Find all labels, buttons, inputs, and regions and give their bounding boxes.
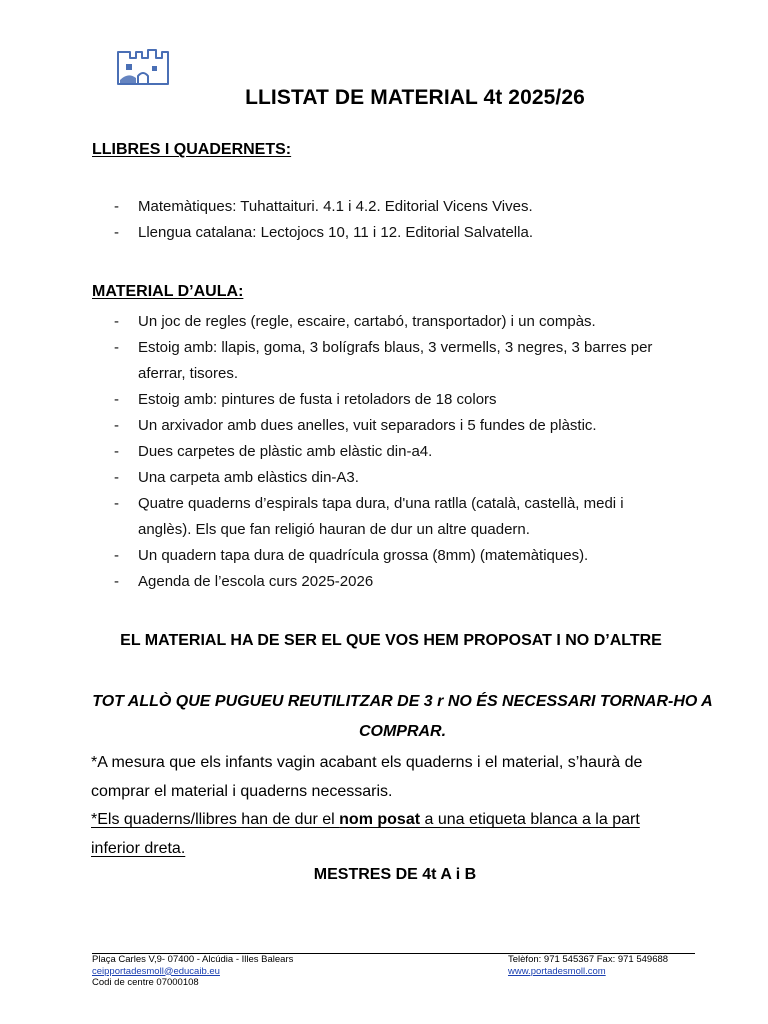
list-item: - Una carpeta amb elàstics din-A3. [114,469,359,486]
footer-center-code: Codi de centre 07000108 [92,977,199,988]
notice-reuse: TOT ALLÒ QUE PUGUEU REUTILITZAR DE 3 r NO ÉS NECESSARI TORNAR-HO A COMPRAR. [92,693,713,740]
footer-right [508,954,668,977]
note-replace-material: *A mesura que els infants vagin acabant els quaderns i el material, s’haurà de comprar el material i quaderns necessaris. [91,754,643,800]
list-item: - Matemàtiques: Tuhattaituri. 4.1 i 4.2. Editorial Vicens Vives. [114,198,533,215]
castle-logo-icon [112,44,172,90]
list-item: - Un arxivador amb dues anelles, vuit separadors i 5 fundes de plàstic. [114,417,597,434]
list-item: - Agenda de l’escola curs 2025-2026 [114,573,374,590]
books-list [0,194,678,246]
footer-phone: Telèfon: 971 545367 Fax: 971 549688 [508,954,669,965]
footer-left [92,954,293,989]
notice-own-material: EL MATERIAL HA DE SER EL QUE VOS HEM PROPOSAT I NO D’ALTRE [120,632,662,649]
footer-website-link[interactable]: www.portadesmoll.com [508,965,606,977]
list-item: - Estoig amb: pintures de fusta i retoladors de 18 colors [114,391,497,408]
list-item: - Quatre quaderns d’espirals tapa dura, d'una ratlla (català, castellà, medi i anglès). Els que fan religió hauran de dur un altre quadern. [114,495,624,538]
classroom-heading: MATERIAL D’AULA: [92,283,244,300]
signature-teachers: MESTRES DE 4t A i B [313,866,477,883]
list-item: - Un quadern tapa dura de quadrícula grossa (8mm) (matemàtiques). [114,547,589,564]
list-item: - Dues carpetes de plàstic amb elàstic din-a4. [114,443,433,460]
page-title: LLISTAT DE MATERIAL 4t 2025/26 [245,86,585,109]
footer-email-link[interactable]: ceipportadesmoll@educaib.eu [92,965,220,977]
list-item: - Estoig amb: llapis, goma, 3 bolígrafs blaus, 3 vermells, 3 negres, 3 barres per aferrar, tisores. [114,339,653,382]
footer-address: Plaça Carles V,9- 07400 - Alcúdia - Illes Balears [92,954,294,965]
list-item: - Llengua catalana: Lectojocs 10, 11 i 12. Editorial Salvatella. [114,224,533,241]
books-heading: LLIBRES I QUADERNETS: [92,141,292,158]
note-labels: *Els quaderns/llibres han de dur el nom posat a una etiqueta blanca a la part inferior dreta. [91,811,640,857]
list-item: - Un joc de regles (regle, escaire, cartabó, transportador) i un compàs. [114,313,596,330]
classroom-list [0,309,678,595]
